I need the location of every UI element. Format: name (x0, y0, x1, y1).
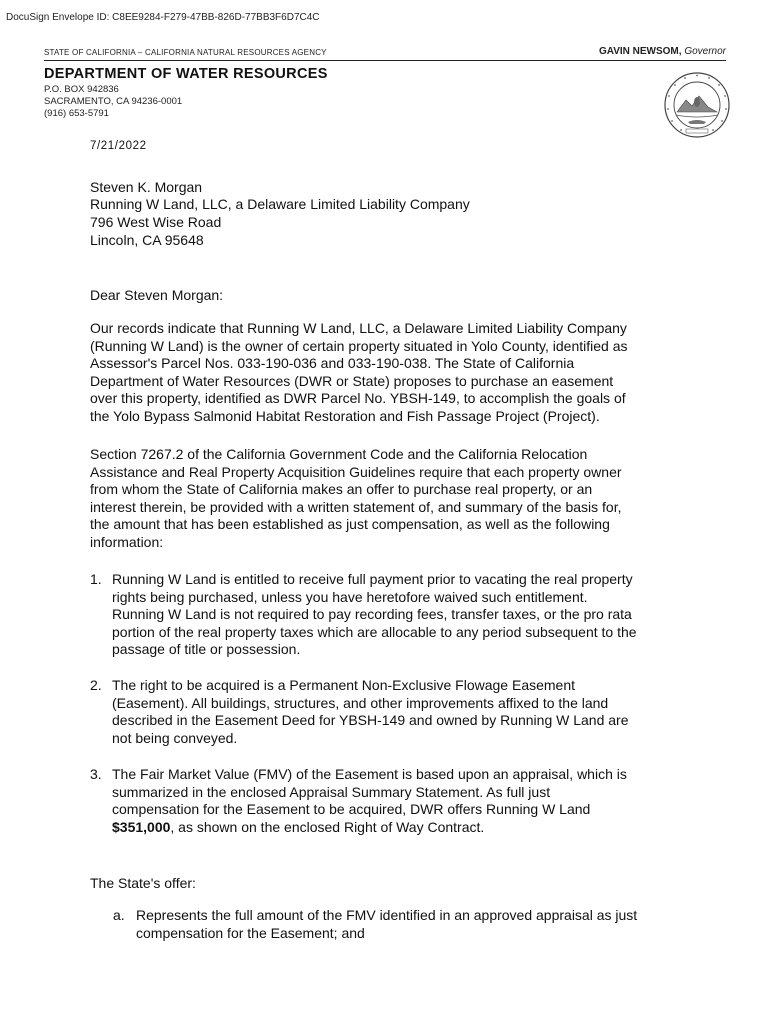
offer-intro: The State's offer: (90, 875, 196, 891)
offer-item-line: compensation for the Easement; and (136, 924, 365, 941)
list-item-line: The right to be acquired is a Permanent Non-Exclusive Flowage Easement (112, 677, 576, 693)
paragraph-line: from whom the State of California makes an offer to purchase real property, or an (90, 481, 593, 497)
department-name: DEPARTMENT OF WATER RESOURCES (44, 66, 328, 82)
list-item-line: (Easement). All buildings, structures, and other improvements affixed to the land (112, 694, 609, 711)
list-item-easement (112, 677, 692, 747)
list-number-1: 1. (90, 571, 102, 587)
paragraph-section-7267 (90, 446, 690, 551)
state-seal-icon (664, 72, 730, 138)
paragraph-line: the amount that has been established as just compensation, as well as the following (90, 516, 610, 532)
header-divider (44, 60, 726, 61)
paragraph-line: over this property, identified as DWR Parcel No. YBSH-149, to accomplish the goals of (90, 390, 626, 406)
recipient-city: Lincoln, CA 95648 (90, 232, 204, 248)
paragraph-line: interest therein, be provided with a written statement of, and summary of the basis for, (90, 498, 622, 515)
agency-line: STATE OF CALIFORNIA – CALIFORNIA NATURAL RESOURCES AGENCY (44, 48, 327, 57)
address-line-3: (916) 653-5791 (44, 108, 109, 119)
governor-name: GAVIN NEWSOM, (598, 46, 682, 57)
recipient-name: Steven K. Morgan (90, 179, 203, 195)
list-item-line: Running W Land is entitled to receive full payment prior to vacating the real property (112, 571, 633, 587)
list-item-line: summarized in the enclosed Appraisal Summary Statement. As full just (112, 783, 551, 800)
paragraph-line: Department of Water Resources (DWR or State) proposes to purchase an easement (90, 372, 614, 389)
offer-item-line: Represents the full amount of the FMV identified in an approved appraisal as just (136, 907, 638, 923)
offer-amount: $351,000 (112, 818, 171, 835)
paragraph-line: (Running W Land) is the owner of certain property situated in Yolo County, identified as (90, 337, 628, 354)
list-item-line: passage of title or possession. (112, 641, 301, 657)
list-item-line: rights being purchased, unless you have heretofore waived such entitlement. (112, 588, 588, 605)
list-number-3: 3. (90, 766, 102, 782)
paragraph-line: Section 7267.2 of the California Government Code and the California Relocation (90, 446, 588, 462)
offer-amount-suffix: , as shown on the enclosed Right of Way Contract. (170, 818, 485, 835)
letter-date: 7/21/2022 (90, 140, 147, 152)
paragraph-line: the Yolo Bypass Salmonid Habitat Restoration and Fish Passage Project (Project). (90, 407, 600, 424)
paragraph-line: information: (90, 533, 164, 550)
paragraph-ownership (90, 320, 690, 425)
list-item-line (112, 819, 692, 837)
address-line-1: P.O. BOX 942836 (44, 84, 119, 95)
docusign-envelope-id: DocuSign Envelope ID: C8EE9284-F279-47BB-826D-77BB3F6D7C4C (6, 12, 320, 23)
paragraph-line: Assessor's Parcel Nos. 033-190-036 and 033-190-038. The State of California (90, 355, 575, 371)
paragraph-line: Our records indicate that Running W Land, LLC, a Delaware Limited Liability Company (90, 320, 627, 336)
list-item-line: compensation for the Easement to be acquired, DWR offers Running W Land (112, 801, 591, 817)
offer-item-fmv (136, 907, 637, 942)
recipient-street: 796 West Wise Road (90, 214, 222, 230)
recipient-company: Running W Land, LLC, a Delaware Limited Liability Company (90, 196, 470, 212)
list-number-2: 2. (90, 677, 102, 693)
list-item-payment (112, 571, 692, 659)
list-item-line: The Fair Market Value (FMV) of the Easement is based upon an appraisal, which is (112, 766, 627, 782)
salutation: Dear Steven Morgan: (90, 287, 224, 303)
list-item-line: portion of the real property taxes which are allocable to any period subsequent to the (112, 623, 637, 640)
list-item-line: Running W Land is not required to pay recording fees, transfer taxes, or the pro rata (112, 606, 632, 622)
governor-line (599, 46, 726, 57)
list-item-line: described in the Easement Deed for YBSH-149 and owned by Running W Land are (112, 712, 629, 728)
paragraph-line: Assistance and Real Property Acquisition Guidelines require that each property owner (90, 463, 622, 480)
address-line-2: SACRAMENTO, CA 94236-0001 (44, 96, 183, 107)
list-item-line: not being conveyed. (112, 729, 238, 746)
list-item-fmv (112, 766, 692, 836)
governor-title: Governor (684, 46, 726, 57)
offer-letter-a: a. (113, 907, 125, 923)
